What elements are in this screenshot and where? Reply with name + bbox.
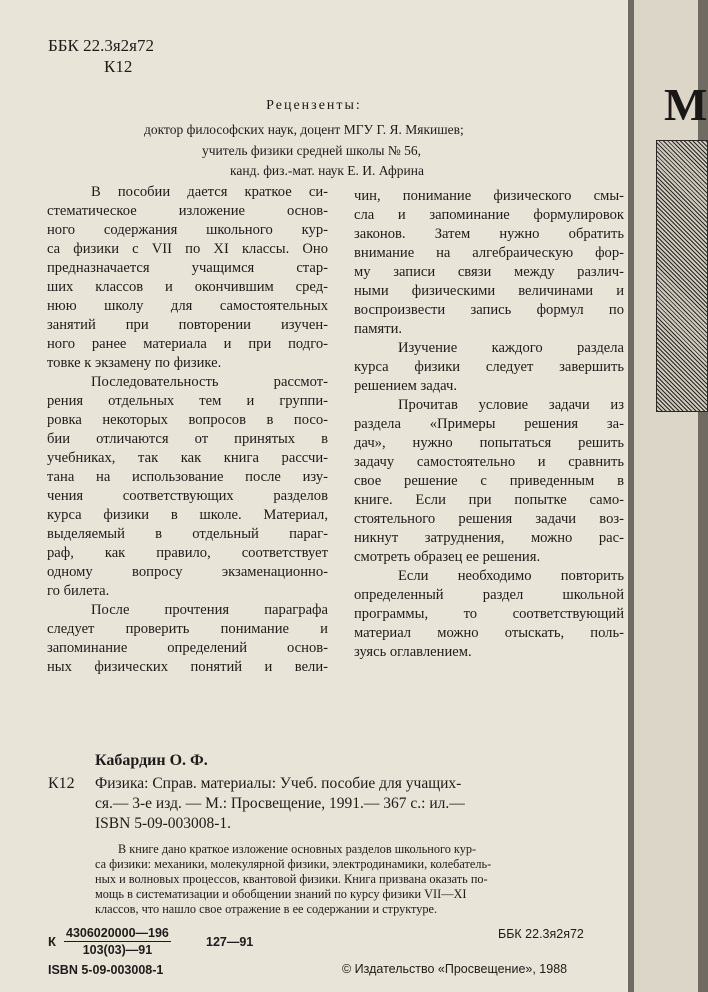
- text-line: следует проверить понимание и: [47, 621, 328, 637]
- imprint-fraction: [64, 926, 171, 957]
- facing-page-letter: М: [664, 79, 708, 130]
- text-line: дач», нужно попытаться решить: [354, 435, 624, 451]
- reviewer-line-2: учитель физики средней школы № 56,: [202, 143, 422, 158]
- text-line: программы, то соответствующий: [354, 606, 624, 622]
- text-line: ших классов и окончившим сред-: [47, 279, 328, 295]
- annotation-line-1: В книге дано краткое изложение основных разделов школьного кур-: [118, 842, 477, 856]
- text-line: нюю школу для самостоятельных: [47, 298, 328, 314]
- text-line: Прочитав условие задачи из: [398, 397, 624, 413]
- text-line: законов. Затем нужно обратить: [354, 226, 624, 242]
- text-line: смотреть образец ее решения.: [354, 549, 541, 565]
- reviewer-line-1: доктор философских наук, доцент МГУ Г. Я. Мякишев;: [144, 122, 464, 137]
- text-line: свое решение с приведенным в: [354, 473, 624, 489]
- text-line: раф, как правило, соответствует: [47, 545, 328, 561]
- text-line: запоминание определений основ-: [47, 640, 328, 656]
- text-line: са физики с VII по XI классы. Оно: [47, 241, 328, 257]
- text-line: предназначается учащимся стар-: [47, 260, 328, 276]
- annotation-line-5: классов, что нашло свое отражение в ее содержании и структуре.: [95, 902, 438, 916]
- text-line: одному вопросу экзаменационно-: [47, 564, 328, 580]
- text-line: чения соответствующих разделов: [47, 488, 328, 504]
- text-line: внимание на алгебраическую фор-: [354, 245, 624, 261]
- text-line: стематическое изложение основ-: [47, 203, 328, 219]
- text-line: товке к экзамену по физике.: [47, 355, 222, 371]
- imprint-bbk: ББК 22.3я2я72: [498, 927, 584, 941]
- text-line: ных физических понятий и вели-: [47, 659, 328, 675]
- bbk-code: ББК 22.3я2я72: [48, 36, 155, 55]
- preface-left-column: [47, 183, 328, 677]
- annotation-line-3: ных и волновых процессов, квантовой физики. Книга призвана оказать по-: [95, 872, 488, 886]
- text-line: го билета.: [47, 583, 110, 599]
- text-line: курса физики в школе. Материал,: [47, 507, 328, 523]
- annotation-line-4: мощь в систематизации и обобщении знаний по курсу физики VII—XI: [95, 887, 467, 901]
- text-line: книге. Если при попытке само-: [354, 492, 624, 508]
- imprint-isbn: ISBN 5-09-003008-1: [48, 963, 164, 977]
- text-line: Если необходимо повторить: [398, 568, 624, 584]
- text-line: памяти.: [354, 321, 403, 337]
- text-line: После прочтения параграфа: [91, 602, 328, 618]
- text-line: определенный раздел школьной: [354, 587, 624, 603]
- imprint-copyright: © Издательство «Просвещение», 1988: [342, 962, 568, 976]
- facing-page-hatched-block: [656, 140, 708, 412]
- text-line: ровка некоторых вопросов в посо-: [47, 412, 328, 428]
- imprint-code: 127—91: [206, 935, 254, 949]
- catalog-index: К12: [48, 775, 75, 792]
- imprint-numerator: 4306020000—196: [66, 926, 169, 940]
- text-line: зуясь оглавлением.: [354, 644, 472, 660]
- text-line: воспроизвести запись формул по: [354, 302, 624, 318]
- imprint-k-letter: К: [48, 934, 56, 949]
- catalog-author: Кабардин О. Ф.: [95, 752, 208, 769]
- catalog-line-2: ся.— 3-е изд. — М.: Просвещение, 1991.— 367 с.: ил.—: [95, 795, 465, 812]
- text-line: му записи связи между различ-: [354, 264, 624, 280]
- text-line: сла и запоминание формулировок: [354, 207, 624, 223]
- imprint-denominator: 103(03)—91: [82, 943, 153, 957]
- text-line: ного ранее материала и при подго-: [47, 336, 328, 352]
- catalog-line-3: ISBN 5-09-003008-1.: [95, 815, 232, 832]
- text-line: раздела «Примеры решения за-: [354, 416, 624, 432]
- text-line: выделяемый в отдельный параг-: [47, 526, 328, 542]
- text-line: чин, понимание физического смы-: [354, 188, 624, 204]
- text-line: никнут затруднения, можно рас-: [354, 530, 624, 546]
- catalog-line-1: Физика: Справ. материалы: Учеб. пособие для учащих-: [95, 775, 462, 792]
- reviewers-title: Рецензенты:: [266, 98, 362, 113]
- text-line: рения отдельных тем и группи-: [47, 393, 328, 409]
- text-line: решением задач.: [354, 378, 458, 394]
- text-line: курса физики следует завершить: [354, 359, 624, 375]
- text-line: тана на использование после изу-: [47, 469, 328, 485]
- author-index: К12: [104, 57, 133, 76]
- facing-page: [634, 0, 708, 992]
- text-line: бии отличаются от принятых в: [47, 431, 328, 447]
- text-line: занятий при повторении изучен-: [47, 317, 328, 333]
- text-line: учебниках, так как книга рассчи-: [47, 450, 328, 466]
- reviewer-line-3: канд. физ.-мат. наук Е. И. Африна: [230, 163, 424, 178]
- text-line: Последовательность рассмот-: [91, 374, 328, 390]
- text-line: Изучение каждого раздела: [398, 340, 624, 356]
- annotation-line-2: са физики: механики, молекулярной физики, электродинамики, колебатель-: [95, 857, 492, 871]
- text-line: В пособии дается краткое си-: [91, 184, 328, 200]
- text-line: задачу самостоятельно и сравнить: [354, 454, 624, 470]
- text-line: ными физическими величинами и: [354, 283, 624, 299]
- text-line: стоятельного решения задачи воз-: [354, 511, 624, 527]
- preface-right-column: [354, 187, 624, 662]
- text-line: ного содержания школьного кур-: [47, 222, 328, 238]
- text-line: материал можно отыскать, поль-: [354, 625, 624, 641]
